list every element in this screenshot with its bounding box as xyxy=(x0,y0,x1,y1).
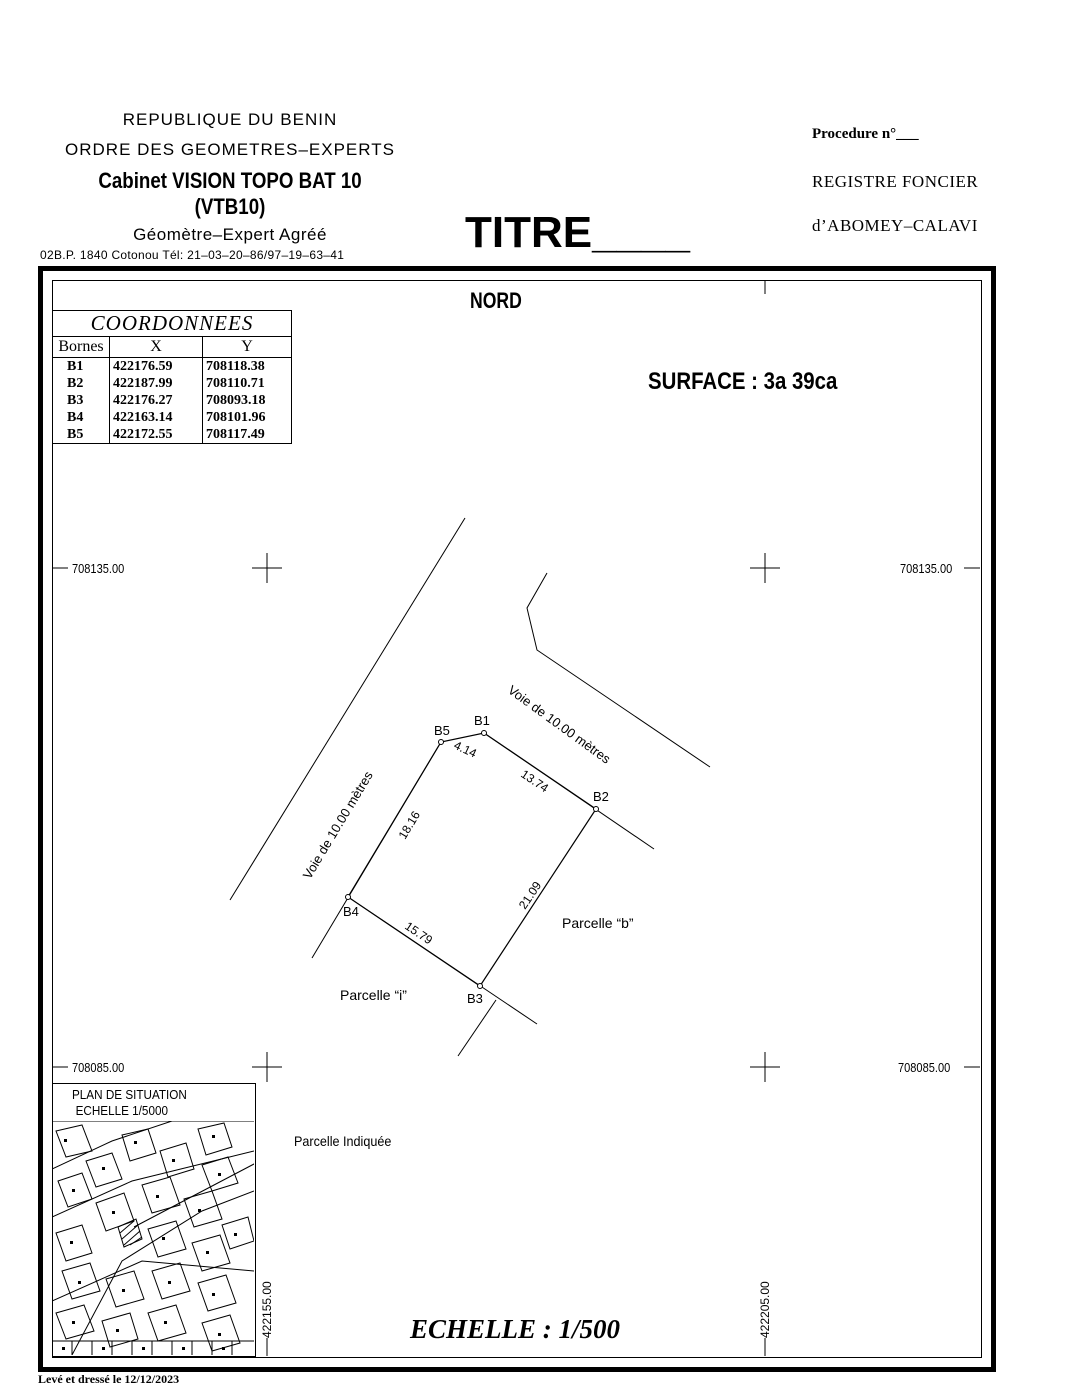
table-cell: 708110.71 xyxy=(203,375,292,392)
table-cell: 708101.96 xyxy=(203,409,292,426)
distance-b1-b2: 13.74 xyxy=(518,766,552,796)
coordinates-title: COORDONNEES xyxy=(53,311,292,337)
situation-scale-line2: ECHELLE 1/5000 xyxy=(75,1103,168,1118)
indicated-parcel-hatch xyxy=(118,1219,142,1247)
procedure-number: Procedure n°___ xyxy=(812,126,919,142)
parcelle-i-label: Parcelle “i” xyxy=(340,987,407,1003)
borne-b1-label: B1 xyxy=(474,713,490,728)
header-bornes: Bornes xyxy=(53,337,110,358)
table-cell: B5 xyxy=(53,426,110,444)
order-heading: ORDRE DES GEOMETRES–EXPERTS xyxy=(65,140,395,159)
table-cell: B3 xyxy=(53,392,110,409)
borne-b5-marker xyxy=(439,740,444,745)
cabinet-address: 02B.P. 1840 Cotonou Tél: 21–03–20–86/97–19–63–41 xyxy=(40,248,345,262)
table-row xyxy=(53,392,292,409)
header-x: X xyxy=(110,337,203,358)
north-label: NORD xyxy=(470,288,522,313)
situation-title-line1: PLAN DE SITUATION xyxy=(72,1087,187,1102)
table-row xyxy=(53,358,292,376)
table-cell: 422163.14 xyxy=(110,409,203,426)
geometre-title: Géomètre–Expert Agréé xyxy=(133,225,327,244)
grid-x-left-label: 422155.00 xyxy=(260,1281,274,1338)
borne-b1-marker xyxy=(482,731,487,736)
cabinet-name-line2: (VTB10) xyxy=(194,194,266,219)
table-cell: B4 xyxy=(53,409,110,426)
borne-b2-label: B2 xyxy=(593,789,609,804)
parcel-outline xyxy=(348,733,596,986)
table-row xyxy=(53,375,292,392)
table-cell: B1 xyxy=(53,358,110,376)
table-row xyxy=(53,409,292,426)
road-label-north: Voie de 10.00 mètres xyxy=(505,682,614,767)
table-row xyxy=(53,426,292,444)
borne-b4-label: B4 xyxy=(343,904,359,919)
grid-y-bottom-left-label: 708085.00 xyxy=(72,1060,125,1075)
table-cell: B2 xyxy=(53,375,110,392)
distance-b2-b3: 21.09 xyxy=(515,878,545,912)
table-cell: 708093.18 xyxy=(203,392,292,409)
survey-date: Levé et dressé le 12/12/2023 xyxy=(38,1372,180,1386)
distance-b3-b4: 15.79 xyxy=(402,918,436,948)
coordinates-table xyxy=(52,310,292,444)
table-cell: 708118.38 xyxy=(203,358,292,376)
indicated-parcel-label: Parcelle Indiquée xyxy=(294,1133,392,1149)
borne-b3-marker xyxy=(478,984,483,989)
borne-b3-label: B3 xyxy=(467,991,483,1006)
table-cell: 422176.59 xyxy=(110,358,203,376)
borne-b5-label: B5 xyxy=(434,723,450,738)
header-y: Y xyxy=(203,337,292,358)
road-lines xyxy=(230,518,710,1056)
parcelle-b-label: Parcelle “b” xyxy=(562,915,634,931)
cabinet-name-line1: Cabinet VISION TOPO BAT 10 xyxy=(98,168,362,193)
road-label-west: Voie de 10.00 mètres xyxy=(299,768,376,882)
grid-y-bottom-right-label: 708085.00 xyxy=(898,1060,951,1075)
distance-b5-b1: 4.14 xyxy=(451,738,479,761)
situation-map xyxy=(52,1121,254,1355)
borne-b4-marker xyxy=(346,895,351,900)
registry-location: d’ABOMEY–CALAVI xyxy=(812,216,978,235)
situation-plan-title xyxy=(72,1087,187,1119)
grid-y-top-right-label: 708135.00 xyxy=(900,561,953,576)
surface-label: SURFACE : 3a 39ca xyxy=(648,368,838,395)
borne-b2-marker xyxy=(594,807,599,812)
grid-y-top-left-label: 708135.00 xyxy=(72,561,125,576)
scale-label: ECHELLE : 1/500 xyxy=(410,1314,621,1344)
registre-foncier: REGISTRE FONCIER xyxy=(812,172,979,191)
table-cell: 422176.27 xyxy=(110,392,203,409)
republic-heading: REPUBLIQUE DU BENIN xyxy=(122,110,338,129)
grid-x-right-label: 422205.00 xyxy=(758,1281,772,1338)
distance-b4-b5: 18.16 xyxy=(395,808,424,842)
borne-markers xyxy=(346,731,599,989)
table-cell: 708117.49 xyxy=(203,426,292,444)
table-cell: 422172.55 xyxy=(110,426,203,444)
titre-heading: TITRE____ xyxy=(465,208,690,257)
table-cell: 422187.99 xyxy=(110,375,203,392)
